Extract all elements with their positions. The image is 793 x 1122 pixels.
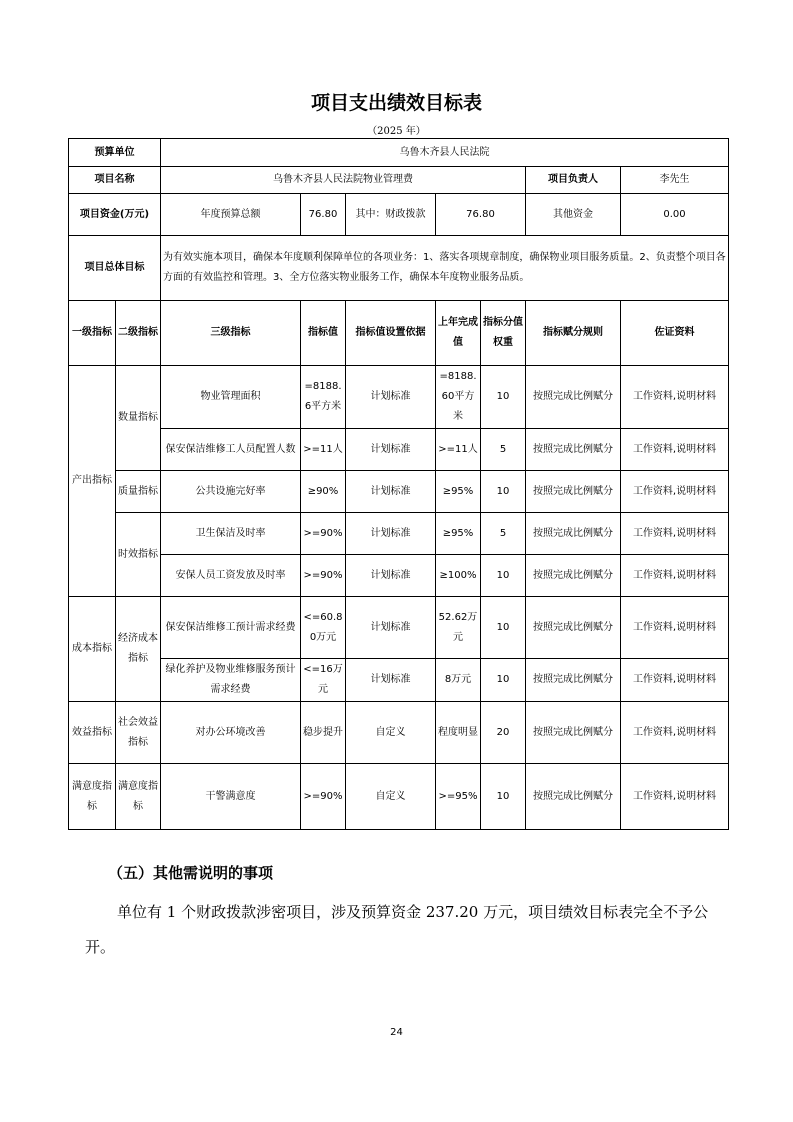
annual-budget-label: 年度预算总额 <box>161 194 301 236</box>
row-basis: 计划标准 <box>346 366 436 429</box>
col-basis: 指标值设置依据 <box>346 301 436 366</box>
row-value: >=90% <box>301 764 346 830</box>
goal-label: 项目总体目标 <box>69 236 161 301</box>
row-weight: 10 <box>481 764 526 830</box>
col-l3: 三级指标 <box>161 301 301 366</box>
other-funds-value: 0.00 <box>621 194 729 236</box>
row-rule: 按照完成比例赋分 <box>526 429 621 471</box>
row-rule: 按照完成比例赋分 <box>526 659 621 702</box>
row-value: =8188.6平方米 <box>301 366 346 429</box>
row-rule: 按照完成比例赋分 <box>526 513 621 555</box>
annual-budget-value: 76.80 <box>301 194 346 236</box>
row-last-year: >=11人 <box>436 429 481 471</box>
row-evidence: 工作资料,说明材料 <box>621 429 729 471</box>
col-value: 指标值 <box>301 301 346 366</box>
group-benefit: 效益指标 <box>69 702 116 764</box>
group-timeliness: 时效指标 <box>116 513 161 597</box>
row-l3: 保安保洁维修工人员配置人数 <box>161 429 301 471</box>
row-weight: 10 <box>481 555 526 597</box>
row-weight: 20 <box>481 702 526 764</box>
row-basis: 自定义 <box>346 764 436 830</box>
row-weight: 5 <box>481 513 526 555</box>
row-value: <=60.80万元 <box>301 597 346 659</box>
row-l3: 绿化养护及物业维修服务预计需求经费 <box>161 659 301 702</box>
table-row <box>69 597 729 659</box>
row-l3: 安保人员工资发放及时率 <box>161 555 301 597</box>
project-leader-value: 李先生 <box>621 167 729 194</box>
other-funds-label: 其他资金 <box>526 194 621 236</box>
row-basis: 计划标准 <box>346 555 436 597</box>
row-value: 稳步提升 <box>301 702 346 764</box>
row-value: >=90% <box>301 513 346 555</box>
table-row <box>69 471 729 513</box>
table-row <box>69 702 729 764</box>
group-output: 产出指标 <box>69 366 116 597</box>
row-weight: 10 <box>481 471 526 513</box>
row-weight: 10 <box>481 366 526 429</box>
row-rule: 按照完成比例赋分 <box>526 471 621 513</box>
row-evidence: 工作资料,说明材料 <box>621 764 729 830</box>
row-last-year: >=95% <box>436 764 481 830</box>
row-l3: 公共设施完好率 <box>161 471 301 513</box>
row-evidence: 工作资料,说明材料 <box>621 366 729 429</box>
group-quantity: 数量指标 <box>116 366 161 471</box>
col-evidence: 佐证资料 <box>621 301 729 366</box>
row-l3: 干警满意度 <box>161 764 301 830</box>
row-weight: 5 <box>481 429 526 471</box>
col-last-year: 上年完成值 <box>436 301 481 366</box>
row-value: ≥90% <box>301 471 346 513</box>
table-row <box>69 513 729 555</box>
row-rule: 按照完成比例赋分 <box>526 764 621 830</box>
row-basis: 计划标准 <box>346 471 436 513</box>
budget-unit-value: 乌鲁木齐县人民法院 <box>161 139 729 167</box>
project-leader-label: 项目负责人 <box>526 167 621 194</box>
table-row <box>69 555 729 597</box>
row-last-year: 程度明显 <box>436 702 481 764</box>
col-l1: 一级指标 <box>69 301 116 366</box>
row-value: >=11人 <box>301 429 346 471</box>
table-row <box>69 366 729 429</box>
row-evidence: 工作资料,说明材料 <box>621 702 729 764</box>
row-last-year: =8188.60平方米 <box>436 366 481 429</box>
group-cost: 成本指标 <box>69 597 116 702</box>
row-evidence: 工作资料,说明材料 <box>621 471 729 513</box>
section-heading: （五）其他需说明的事项 <box>108 864 274 882</box>
row-basis: 自定义 <box>346 702 436 764</box>
row-value: >=90% <box>301 555 346 597</box>
row-evidence: 工作资料,说明材料 <box>621 597 729 659</box>
fiscal-value: 76.80 <box>436 194 526 236</box>
col-l2: 二级指标 <box>116 301 161 366</box>
row-weight: 10 <box>481 597 526 659</box>
row-last-year: ≥100% <box>436 555 481 597</box>
row-last-year: 52.62万元 <box>436 597 481 659</box>
table-row <box>69 659 729 702</box>
page-title: 项目支出绩效目标表 <box>310 92 482 114</box>
performance-table <box>68 138 729 830</box>
row-evidence: 工作资料,说明材料 <box>621 555 729 597</box>
project-name-value: 乌鲁木齐县人民法院物业管理费 <box>161 167 526 194</box>
table-row <box>69 764 729 830</box>
row-rule: 按照完成比例赋分 <box>526 702 621 764</box>
row-rule: 按照完成比例赋分 <box>526 555 621 597</box>
row-l3: 保安保洁维修工预计需求经费 <box>161 597 301 659</box>
row-weight: 10 <box>481 659 526 702</box>
row-evidence: 工作资料,说明材料 <box>621 513 729 555</box>
row-last-year: 8万元 <box>436 659 481 702</box>
row-value: <=16万元 <box>301 659 346 702</box>
fiscal-label: 其中：财政拨款 <box>346 194 436 236</box>
group-satisfaction-sub: 满意度指标 <box>116 764 161 830</box>
group-quality: 质量指标 <box>116 471 161 513</box>
row-rule: 按照完成比例赋分 <box>526 597 621 659</box>
row-basis: 计划标准 <box>346 597 436 659</box>
row-last-year: ≥95% <box>436 471 481 513</box>
goal-value: 为有效实施本项目，确保本年度顺利保障单位的各项业务：1、落实各项规章制度，确保物业项目服务质量。2、负责整个项目各方面的有效监控和管理。3、全方位落实物业服务工作，确保本年度物业服务品质。 <box>161 236 729 301</box>
group-economic-cost: 经济成本指标 <box>116 597 161 702</box>
table-row <box>69 429 729 471</box>
row-basis: 计划标准 <box>346 429 436 471</box>
row-l3: 对办公环境改善 <box>161 702 301 764</box>
row-rule: 按照完成比例赋分 <box>526 366 621 429</box>
group-social-benefit: 社会效益指标 <box>116 702 161 764</box>
funds-label: 项目资金(万元) <box>69 194 161 236</box>
project-name-label: 项目名称 <box>69 167 161 194</box>
row-evidence: 工作资料,说明材料 <box>621 659 729 702</box>
col-weight: 指标分值权重 <box>481 301 526 366</box>
row-l3: 物业管理面积 <box>161 366 301 429</box>
year-label: （2025 年） <box>367 126 426 137</box>
group-satisfaction: 满意度指标 <box>69 764 116 830</box>
budget-unit-label: 预算单位 <box>69 139 161 167</box>
section-paragraph: 单位有 1 个财政拨款涉密项目，涉及预算资金 237.20 万元，项目绩效目标表完全不予公开。 <box>85 903 709 956</box>
page-number: 24 <box>390 1027 403 1038</box>
col-rule: 指标赋分规则 <box>526 301 621 366</box>
row-basis: 计划标准 <box>346 659 436 702</box>
row-last-year: ≥95% <box>436 513 481 555</box>
row-l3: 卫生保洁及时率 <box>161 513 301 555</box>
row-basis: 计划标准 <box>346 513 436 555</box>
